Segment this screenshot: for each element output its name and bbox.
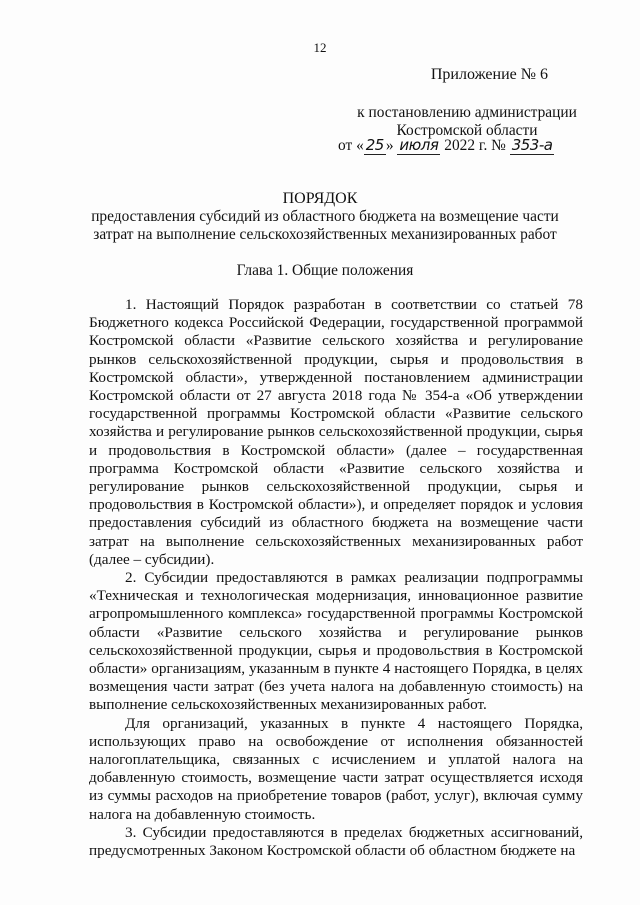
date-prefix: от « — [338, 137, 364, 154]
subtitle-line-1: предоставления субсидий из областного бюджета на возмещение части — [91, 208, 559, 225]
appendix-label: Приложение № 6 — [430, 66, 548, 83]
subtitle-line-2: затрат на выполнение сельскохозяйственных механизированных работ — [93, 226, 557, 243]
date-mid: » — [385, 137, 398, 154]
paragraph-1: 1. Настоящий Порядок разработан в соответствии со статьей 78 Бюджетного кодекса Российской Федерации, государственной программой Костромской области «Развитие сельского хозяйства и регулирование рынков сельскохозяйственной продукции, сырья и продовольствия в Костромской области», утвержденной постановлением администрации Костромской области от 27 августа 2018 года № 354-а «Об утверждении государственной программы Костромской области «Развитие сельского хозяйства и регулирование рынков сельскохозяйственной продукции, сырья и продовольствия в Костромской области» (далее – государственная программа Костромской области «Развитие сельского хозяйства и регулирование рынков сельскохозяйственной продукции, сырья и продовольствия в Костромской области»), и определяет порядок и условия предоставления субсидий из областного бюджета на возмещение части затрат на выполнение сельскохозяйственных механизированных работ (далее – субсидии). — [89, 296, 583, 568]
resolution-number-handwritten: 353-а — [511, 136, 553, 154]
paragraph-3: 3. Субсидии предоставляются в пределах бюджетных ассигнований, предусмотренных Законом Костромской области об областном бюджете на — [89, 823, 583, 860]
resolution-reference — [342, 104, 592, 140]
chapter-heading: Глава 1. Общие положения — [236, 262, 414, 279]
resolution-date-line — [338, 136, 554, 155]
page-number: 12 — [313, 40, 327, 55]
date-month-handwritten: июля — [399, 136, 439, 154]
paragraph-2-continued: Для организаций, указанных в пункте 4 настоящего Порядка, использующих право на освобождение от исполнения обязанностей налогоплательщика, связанных с исчислением и уплатой налога на добавленную стоимость, возмещение части затрат осуществляется исходя из суммы расходов на приобретение товаров (работ, услуг), включая сумму налога на добавленную стоимость. — [89, 714, 583, 823]
body-text — [89, 296, 583, 860]
date-day-handwritten: 25 — [365, 136, 384, 154]
document-title: ПОРЯДОК — [282, 190, 358, 207]
document-subtitle — [80, 208, 570, 244]
resolution-line-2: Костромской области — [396, 122, 538, 139]
resolution-line-1: к постановлению администрации — [357, 104, 577, 121]
date-year: 2022 г. № — [440, 137, 510, 154]
paragraph-2: 2. Субсидии предоставляются в рамках реализации подпрограммы «Техническая и технологическая модернизация, инновационное развитие агропромышленного комплекса» государственной программы Костромской области «Развитие сельского хозяйства и регулирование рынков сельскохозяйственной продукции, сырья и продовольствия в Костромской области» организациям, указанным в пункте 4 настоящего Порядка, в целях возмещения части затрат (без учета налога на добавленную стоимость) на выполнение сельскохозяйственных механизированных работ. — [89, 569, 583, 714]
